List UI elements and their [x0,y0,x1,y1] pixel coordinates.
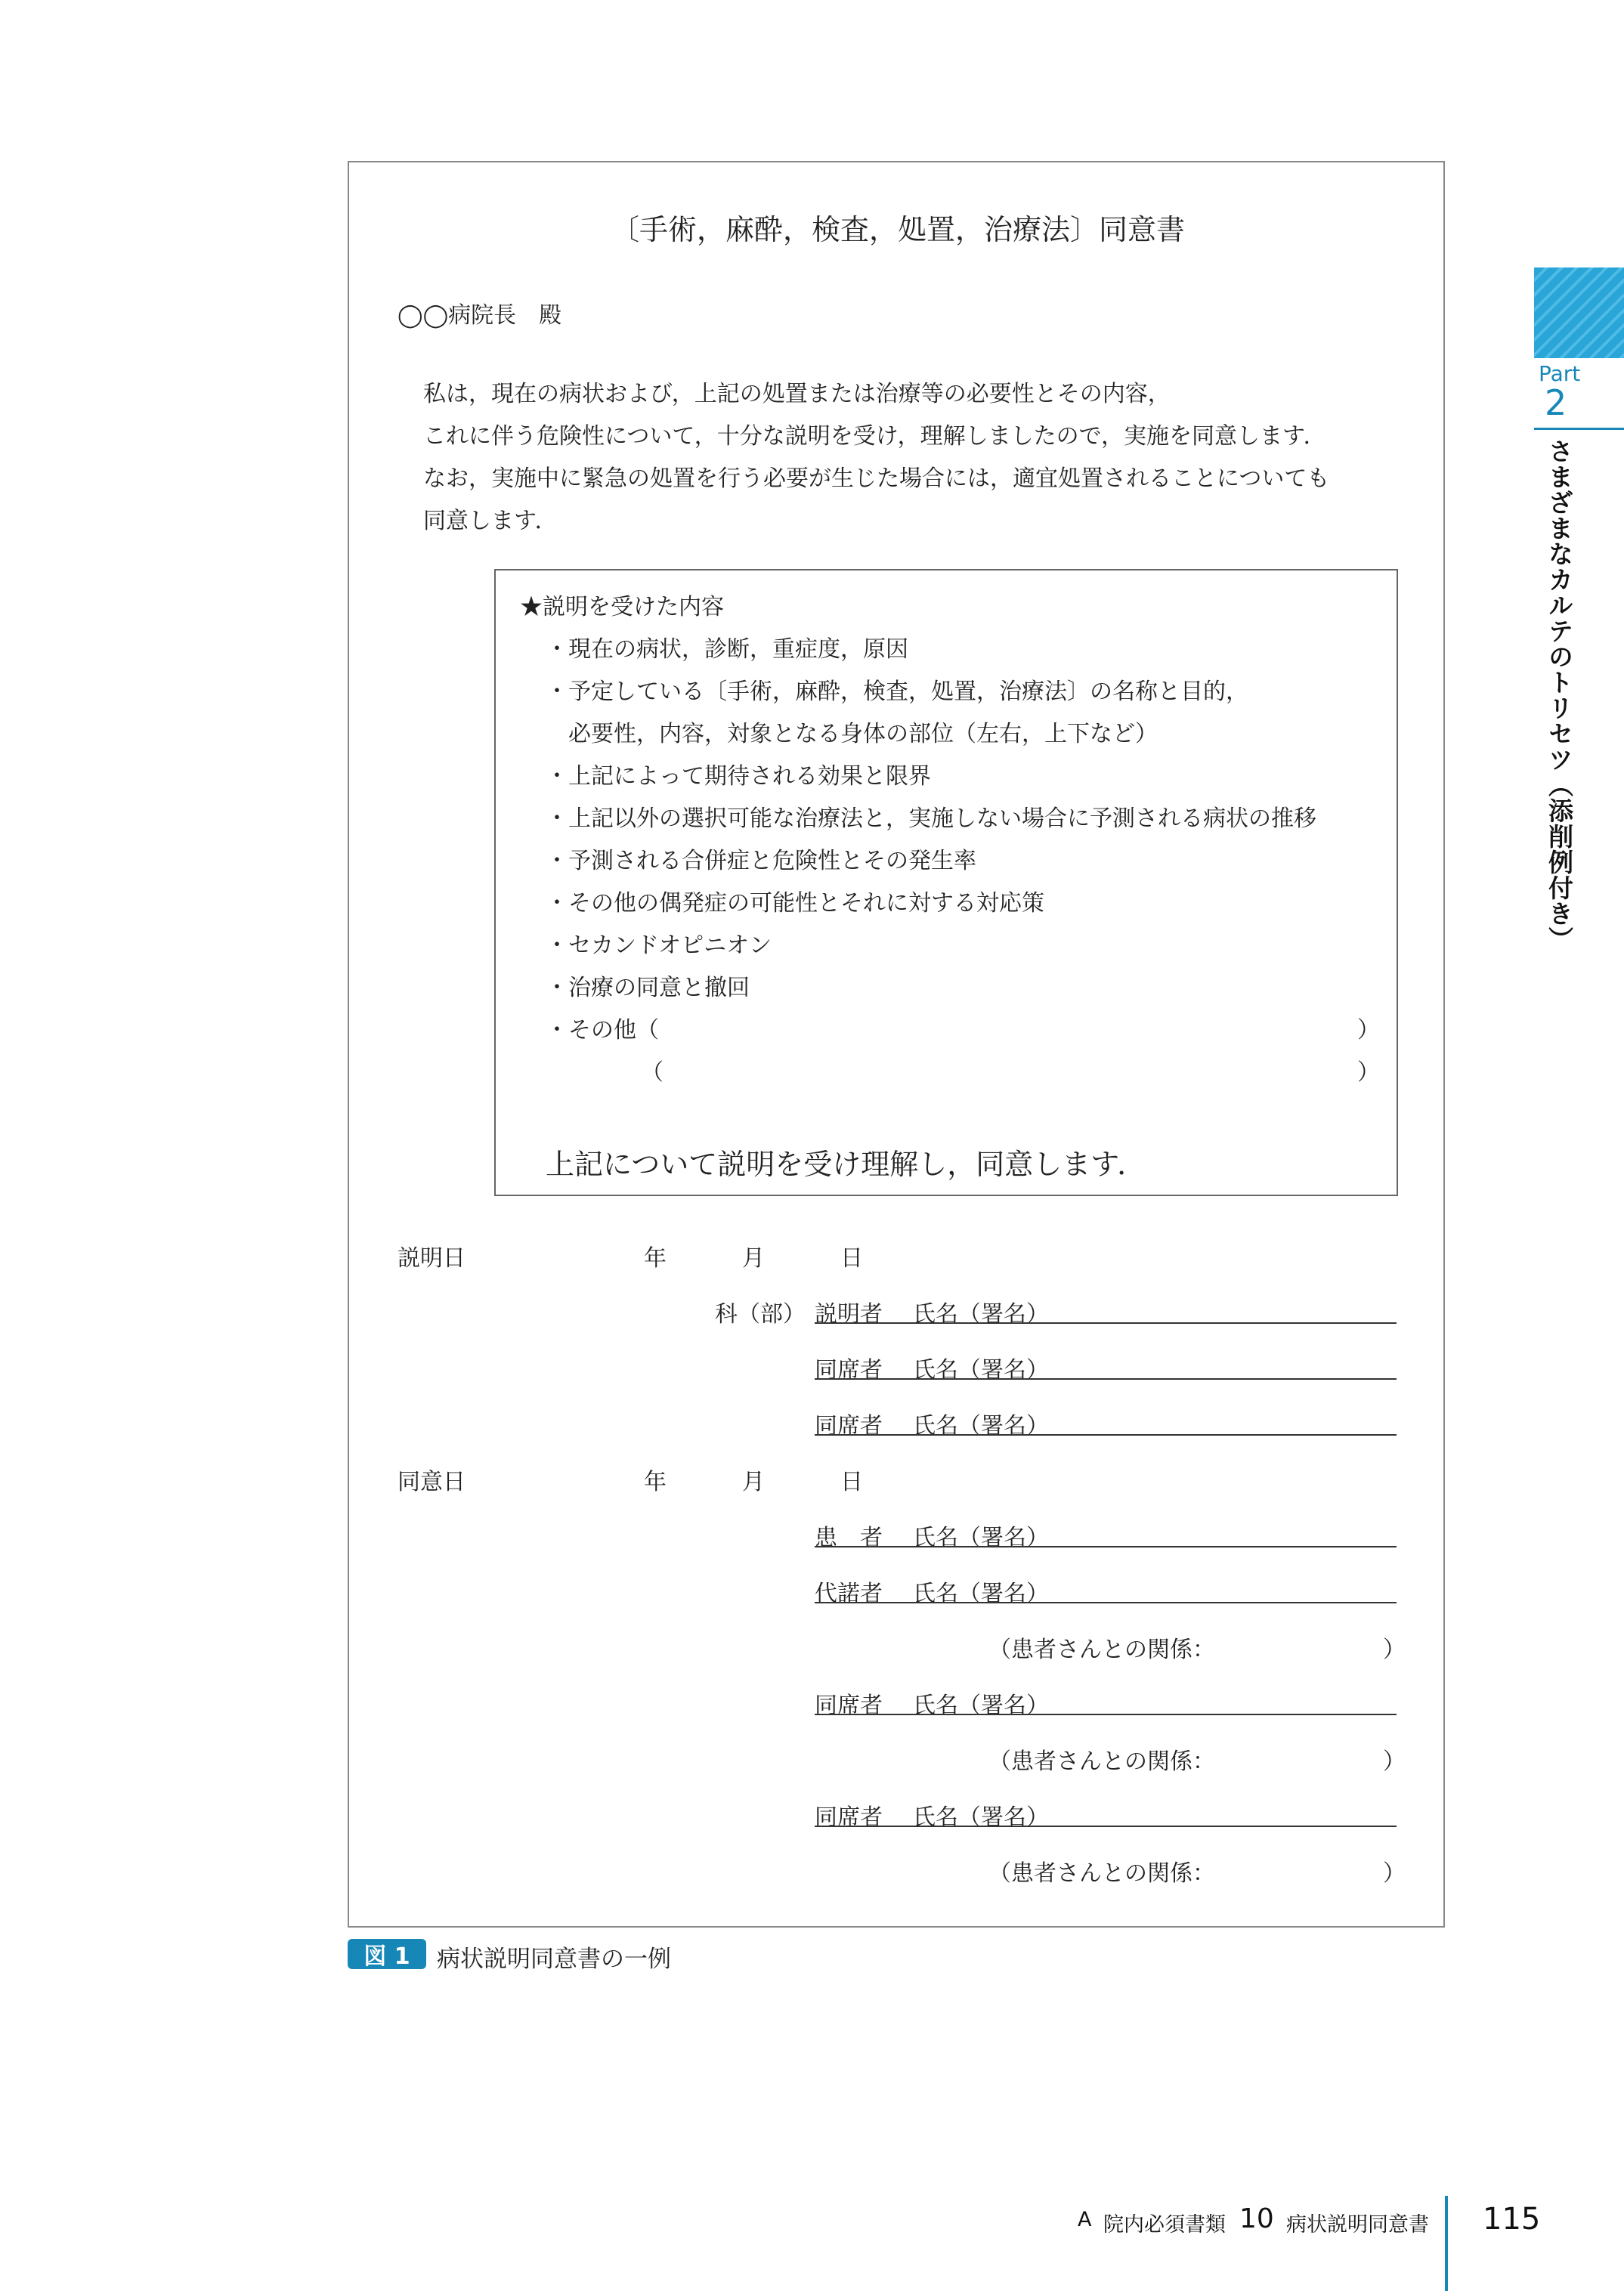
figure-caption: 病状説明同意書の一例 [437,1946,671,1973]
explained-item: ・上記によって期待される効果と限界 [546,763,931,790]
sidebar-divider [1534,428,1624,430]
explained-item: ・その他の偶発症の可能性とそれに対する対応策 [546,890,1044,917]
name-sign-label: 氏名（署名） [913,1693,1049,1719]
intro-line: 同意します． [423,508,558,534]
explained-item: ・予定している〔手術，麻酔，検査，処置，治療法〕の名称と目的， [546,679,1248,705]
department-label: 科（部） [715,1301,806,1328]
sidebar-title: さまざまなカルテのトリセツ（添削例付き） [1545,438,1574,952]
month-label: 月 [742,1245,765,1272]
attendee-label: 同席者 [815,1357,883,1384]
explained-item: ・上記以外の選択可能な治療法と，実施しない場合に予測される病状の推移 [546,805,1316,832]
figure-badge: 図 1 [348,1939,426,1969]
form-title: 〔手術，麻酔，検査，処置，治療法〕同意書 [611,213,1186,246]
patient-signature-line[interactable] [815,1546,1397,1547]
explained-heading: ★説明を受けた内容 [520,594,724,620]
intro-line: これに伴う危険性について，十分な説明を受け，理解しましたので，実施を同意します． [423,423,1326,450]
relation-close-paren: ） [1383,1748,1406,1775]
intro-line: 私は，現在の病状および，上記の処置または治療等の必要性とその内容， [423,381,1171,407]
name-sign-label: 氏名（署名） [913,1413,1049,1439]
explained-item: 必要性，内容，対象となる身体の部位（左右，上下など） [568,721,1158,747]
footer-section-letter: A [1078,2208,1092,2231]
explained-item: ・治療の同意と撤回 [546,975,750,1001]
footer-divider [1445,2196,1448,2291]
patient-label: 患 者 [815,1525,883,1551]
other-close-paren-2: ） [1357,1059,1380,1086]
consent-conclusion: 上記について説明を受け理解し，同意します． [546,1148,1146,1181]
attendee-signature-line[interactable] [815,1378,1397,1380]
explanation-date-label: 説明日 [397,1245,466,1272]
other-label: ・その他（ [546,1017,659,1043]
part-label: Part [1539,361,1581,386]
name-sign-label: 氏名（署名） [913,1581,1049,1607]
explained-item: ・現在の病状，診断，重症度，原因 [546,636,908,663]
intro-line: なお，実施中に緊急の処置を行う必要が生じた場合には，適宜処置されることについても [423,465,1330,492]
name-sign-label: 氏名（署名） [913,1301,1049,1328]
attendee-label: 同席者 [815,1804,883,1831]
attendee-signature-line[interactable] [815,1826,1397,1827]
footer-category: 院内必須書類 [1103,2213,1226,2237]
explainer-signature-line[interactable] [815,1322,1397,1324]
addressee: ◯◯病院長 殿 [397,302,562,329]
part-number: 2 [1545,382,1567,423]
part-tab-stripe [1534,267,1624,358]
proxy-signature-line[interactable] [815,1602,1397,1603]
other-open-paren: （ [641,1059,664,1086]
attendee-signature-line[interactable] [815,1434,1397,1436]
consent-date-label: 同意日 [397,1469,466,1495]
name-sign-label: 氏名（署名） [913,1804,1049,1831]
proxy-label: 代諾者 [815,1581,883,1607]
day-label: 日 [840,1245,863,1272]
page-number: 115 [1483,2202,1541,2237]
attendee-label: 同席者 [815,1693,883,1719]
relation-label: （患者さんとの関係： [988,1637,1215,1663]
footer-chapter-number: 10 [1239,2203,1274,2234]
year-label: 年 [644,1469,667,1495]
relation-label: （患者さんとの関係： [988,1748,1215,1775]
month-label: 月 [742,1469,765,1495]
explainer-label: 説明者 [815,1301,883,1328]
explained-item: ・予測される合併症と危険性とその発生率 [546,848,976,874]
relation-close-paren: ） [1383,1637,1406,1663]
explained-item: ・セカンドオピニオン [546,932,772,959]
attendee-signature-line[interactable] [815,1714,1397,1715]
attendee-label: 同席者 [815,1413,883,1439]
footer-chapter-title: 病状説明同意書 [1286,2213,1429,2237]
name-sign-label: 氏名（署名） [913,1357,1049,1384]
other-close-paren: ） [1357,1017,1380,1043]
name-sign-label: 氏名（署名） [913,1525,1049,1551]
relation-close-paren: ） [1383,1860,1406,1887]
year-label: 年 [644,1245,667,1272]
relation-label: （患者さんとの関係： [988,1860,1215,1887]
day-label: 日 [840,1469,863,1495]
